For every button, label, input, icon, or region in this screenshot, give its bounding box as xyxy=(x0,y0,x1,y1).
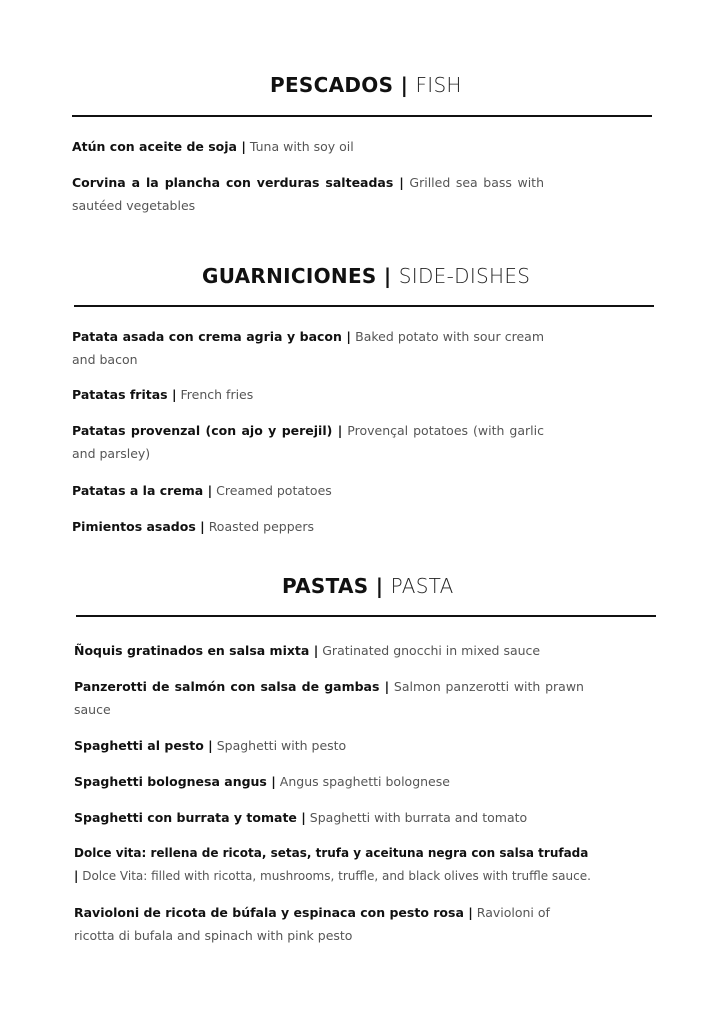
item-name-english: Gratinated gnocchi in mixed sauce xyxy=(322,643,541,658)
item-name-spanish: Ñoquis gratinados en salsa mixta | xyxy=(74,643,319,658)
menu-item xyxy=(72,171,544,217)
menu-item xyxy=(72,383,544,406)
item-name-english: Ravioloni of ricotta di bufala and spinach with pink pesto xyxy=(74,905,550,943)
item-name-english: Baked potato with sour cream and bacon xyxy=(72,329,545,367)
item-name-english: Angus spaghetti bolognese xyxy=(279,774,450,789)
menu-item xyxy=(72,479,544,502)
menu-item xyxy=(74,770,546,793)
item-name-english: Spaghetti with pesto xyxy=(216,738,347,753)
item-name-spanish: Patatas fritas | xyxy=(72,387,177,402)
item-name-spanish: Corvina a la plancha con verduras salteadas | xyxy=(72,175,404,190)
heading-english: FISH xyxy=(415,73,462,97)
heading-spanish: PESCADOS xyxy=(270,73,394,97)
heading-spanish: PASTAS xyxy=(282,574,369,598)
item-name-spanish: Ravioloni de ricota de búfala y espinaca con pesto rosa | xyxy=(74,905,473,920)
item-name-spanish: Dolce vita: rellena de ricota, setas, trufa y aceituna negra con salsa trufada | xyxy=(74,846,589,883)
item-name-spanish: Patatas provenzal (con ajo y perejil) | xyxy=(72,423,343,438)
item-name-spanish: Patatas a la crema | xyxy=(72,483,213,498)
item-name-english: Grilled sea bass with sautéed vegetables xyxy=(72,175,544,213)
item-name-english: Spaghetti with burrata and tomato xyxy=(309,810,528,825)
item-name-english: Dolce Vita: filled with ricotta, mushrooms, truffle, and black olives with truffle sauce. xyxy=(82,869,591,883)
menu-item xyxy=(74,734,546,757)
item-name-spanish: Patata asada con crema agria y bacon | xyxy=(72,329,351,344)
item-name-spanish: Atún con aceite de soja | xyxy=(72,139,246,154)
section-heading-pastas xyxy=(282,574,454,598)
menu-item xyxy=(72,135,544,158)
item-name-english: Roasted peppers xyxy=(208,519,314,534)
menu-item xyxy=(74,901,586,947)
item-name-spanish: Spaghetti con burrata y tomate | xyxy=(74,810,306,825)
heading-separator: | xyxy=(400,73,409,97)
section-divider xyxy=(76,615,656,617)
item-name-english: Tuna with soy oil xyxy=(249,139,354,154)
section-heading-pescados xyxy=(270,73,462,97)
heading-english: SIDE-DISHES xyxy=(398,264,531,288)
item-name-english: French fries xyxy=(180,387,254,402)
menu-item xyxy=(74,675,584,721)
heading-spanish: GUARNICIONES xyxy=(202,264,377,288)
item-name-english: Salmon panzerotti with prawn sauce xyxy=(74,679,584,717)
item-name-spanish: Panzerotti de salmón con salsa de gambas | xyxy=(74,679,390,694)
item-name-english: Creamed potatoes xyxy=(216,483,332,498)
menu-item xyxy=(72,325,544,371)
item-name-spanish: Spaghetti bolognesa angus | xyxy=(74,774,276,789)
heading-separator: | xyxy=(383,264,392,288)
section-divider xyxy=(74,305,654,307)
item-name-spanish: Pimientos asados | xyxy=(72,519,205,534)
section-heading-guarniciones xyxy=(202,264,530,288)
menu-item xyxy=(72,419,544,465)
menu-item xyxy=(74,842,594,888)
menu-item xyxy=(72,515,544,538)
item-name-spanish: Spaghetti al pesto | xyxy=(74,738,213,753)
item-name-english: Provençal potatoes (with garlic and parsley) xyxy=(72,423,544,461)
menu-item xyxy=(74,639,546,662)
heading-separator: | xyxy=(375,574,384,598)
menu-item xyxy=(74,806,546,829)
heading-english: PASTA xyxy=(390,574,454,598)
section-divider xyxy=(72,115,652,117)
